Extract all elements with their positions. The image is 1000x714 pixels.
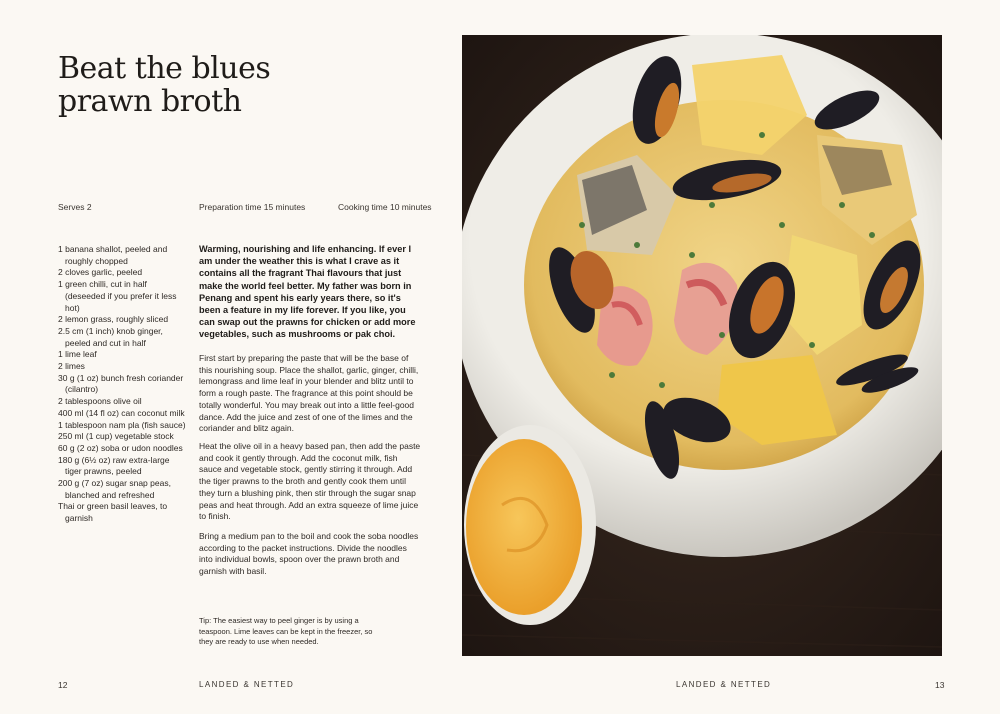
recipe-title — [58, 52, 418, 118]
ingredient-item: 2 tablespoons olive oil — [58, 396, 142, 407]
food-photo — [462, 35, 942, 656]
page-number-right: 13 — [935, 680, 945, 690]
page-number-left: 12 — [58, 680, 68, 690]
ingredient-item: 1 green chilli, cut in half (deseeded if you prefer it less hot) — [58, 279, 177, 313]
method-step: Bring a medium pan to the boil and cook the soba noodles according to the packet instructions. Divide the noodles into individual bowls, spoon over the prawn broth and garnish with basil. — [199, 531, 419, 577]
ingredient-item: 180 g (6½ oz) raw extra-large tiger prawns, peeled — [58, 454, 170, 477]
recipe-tip: Tip: The easiest way to peel ginger is by using a teaspoon. Lime leaves can be kept in the freezer, so they are ready to use when needed. — [199, 616, 373, 646]
ingredient-item: 2.5 cm (1 inch) knob ginger, peeled and cut in half — [58, 325, 163, 348]
prep-time: Preparation time 15 minutes — [199, 202, 306, 212]
running-head-left: LANDED & NETTED — [199, 680, 295, 689]
ingredient-item: 2 lemon grass, roughly sliced — [58, 314, 169, 325]
method-step: Heat the olive oil in a heavy based pan, then add the paste and cook it gently through. Add the coconut milk, fish sauce and vegetable stock, gently stirring it through. Add the tiger prawns to the broth and gently cook them until they turn a blushing pink, then stir through the sugar snap peas and heat through. Add an extra squeeze of lime juice to finish. — [199, 441, 421, 522]
ingredient-item: 1 tablespoon nam pla (fish sauce) — [58, 419, 186, 430]
ingredient-item: Thai or green basil leaves, to garnish — [58, 501, 168, 524]
ingredient-item: 60 g (2 oz) soba or udon noodles — [58, 442, 183, 453]
ingredient-list — [58, 244, 188, 525]
ingredient-item: 1 lime leaf — [58, 349, 97, 360]
running-head-right: LANDED & NETTED — [676, 680, 772, 689]
serves-label: Serves 2 — [58, 202, 92, 212]
ingredient-item: 30 g (1 oz) bunch fresh coriander (cilantro) — [58, 372, 184, 395]
ingredient-item: 2 cloves garlic, peeled — [58, 267, 143, 278]
food-photo-icon — [462, 35, 942, 656]
recipe-intro: Warming, nourishing and life enhancing. If ever I am under the weather this is what I crave as it contains all the fragrant Thai flavours that just make the world feel better. My father was born in Penang and spent his early years there, so it's been a feature in my life forever. If you like, you can swap out the prawns for chicken or add more vegetables, such as mushrooms or pak choi. — [199, 244, 416, 340]
ingredient-item: 1 banana shallot, peeled and roughly chopped — [58, 244, 168, 266]
method-step: First start by preparing the paste that will be the base of this nourishing soup. Place the shallot, garlic, ginger, chilli, lemongrass and lime leaf in your blender and blitz until to form a rough paste. The fragrance at this point should be totally wonderful. You may break out into a little feel-good dance. Add the juice and zest of one of the limes and the coriander and blitz again. — [199, 353, 419, 434]
ingredient-item: 2 limes — [58, 361, 85, 372]
title-line-1: Beat the blues — [58, 51, 271, 86]
ingredient-item: 200 g (7 oz) sugar snap peas, blanched and refreshed — [58, 478, 171, 500]
cook-time: Cooking time 10 minutes — [338, 202, 432, 212]
ingredient-item: 250 ml (1 cup) vegetable stock — [58, 431, 174, 442]
title-line-2: prawn broth — [58, 84, 242, 119]
ingredient-item: 400 ml (14 fl oz) can coconut milk — [58, 407, 185, 418]
left-page — [0, 0, 462, 714]
